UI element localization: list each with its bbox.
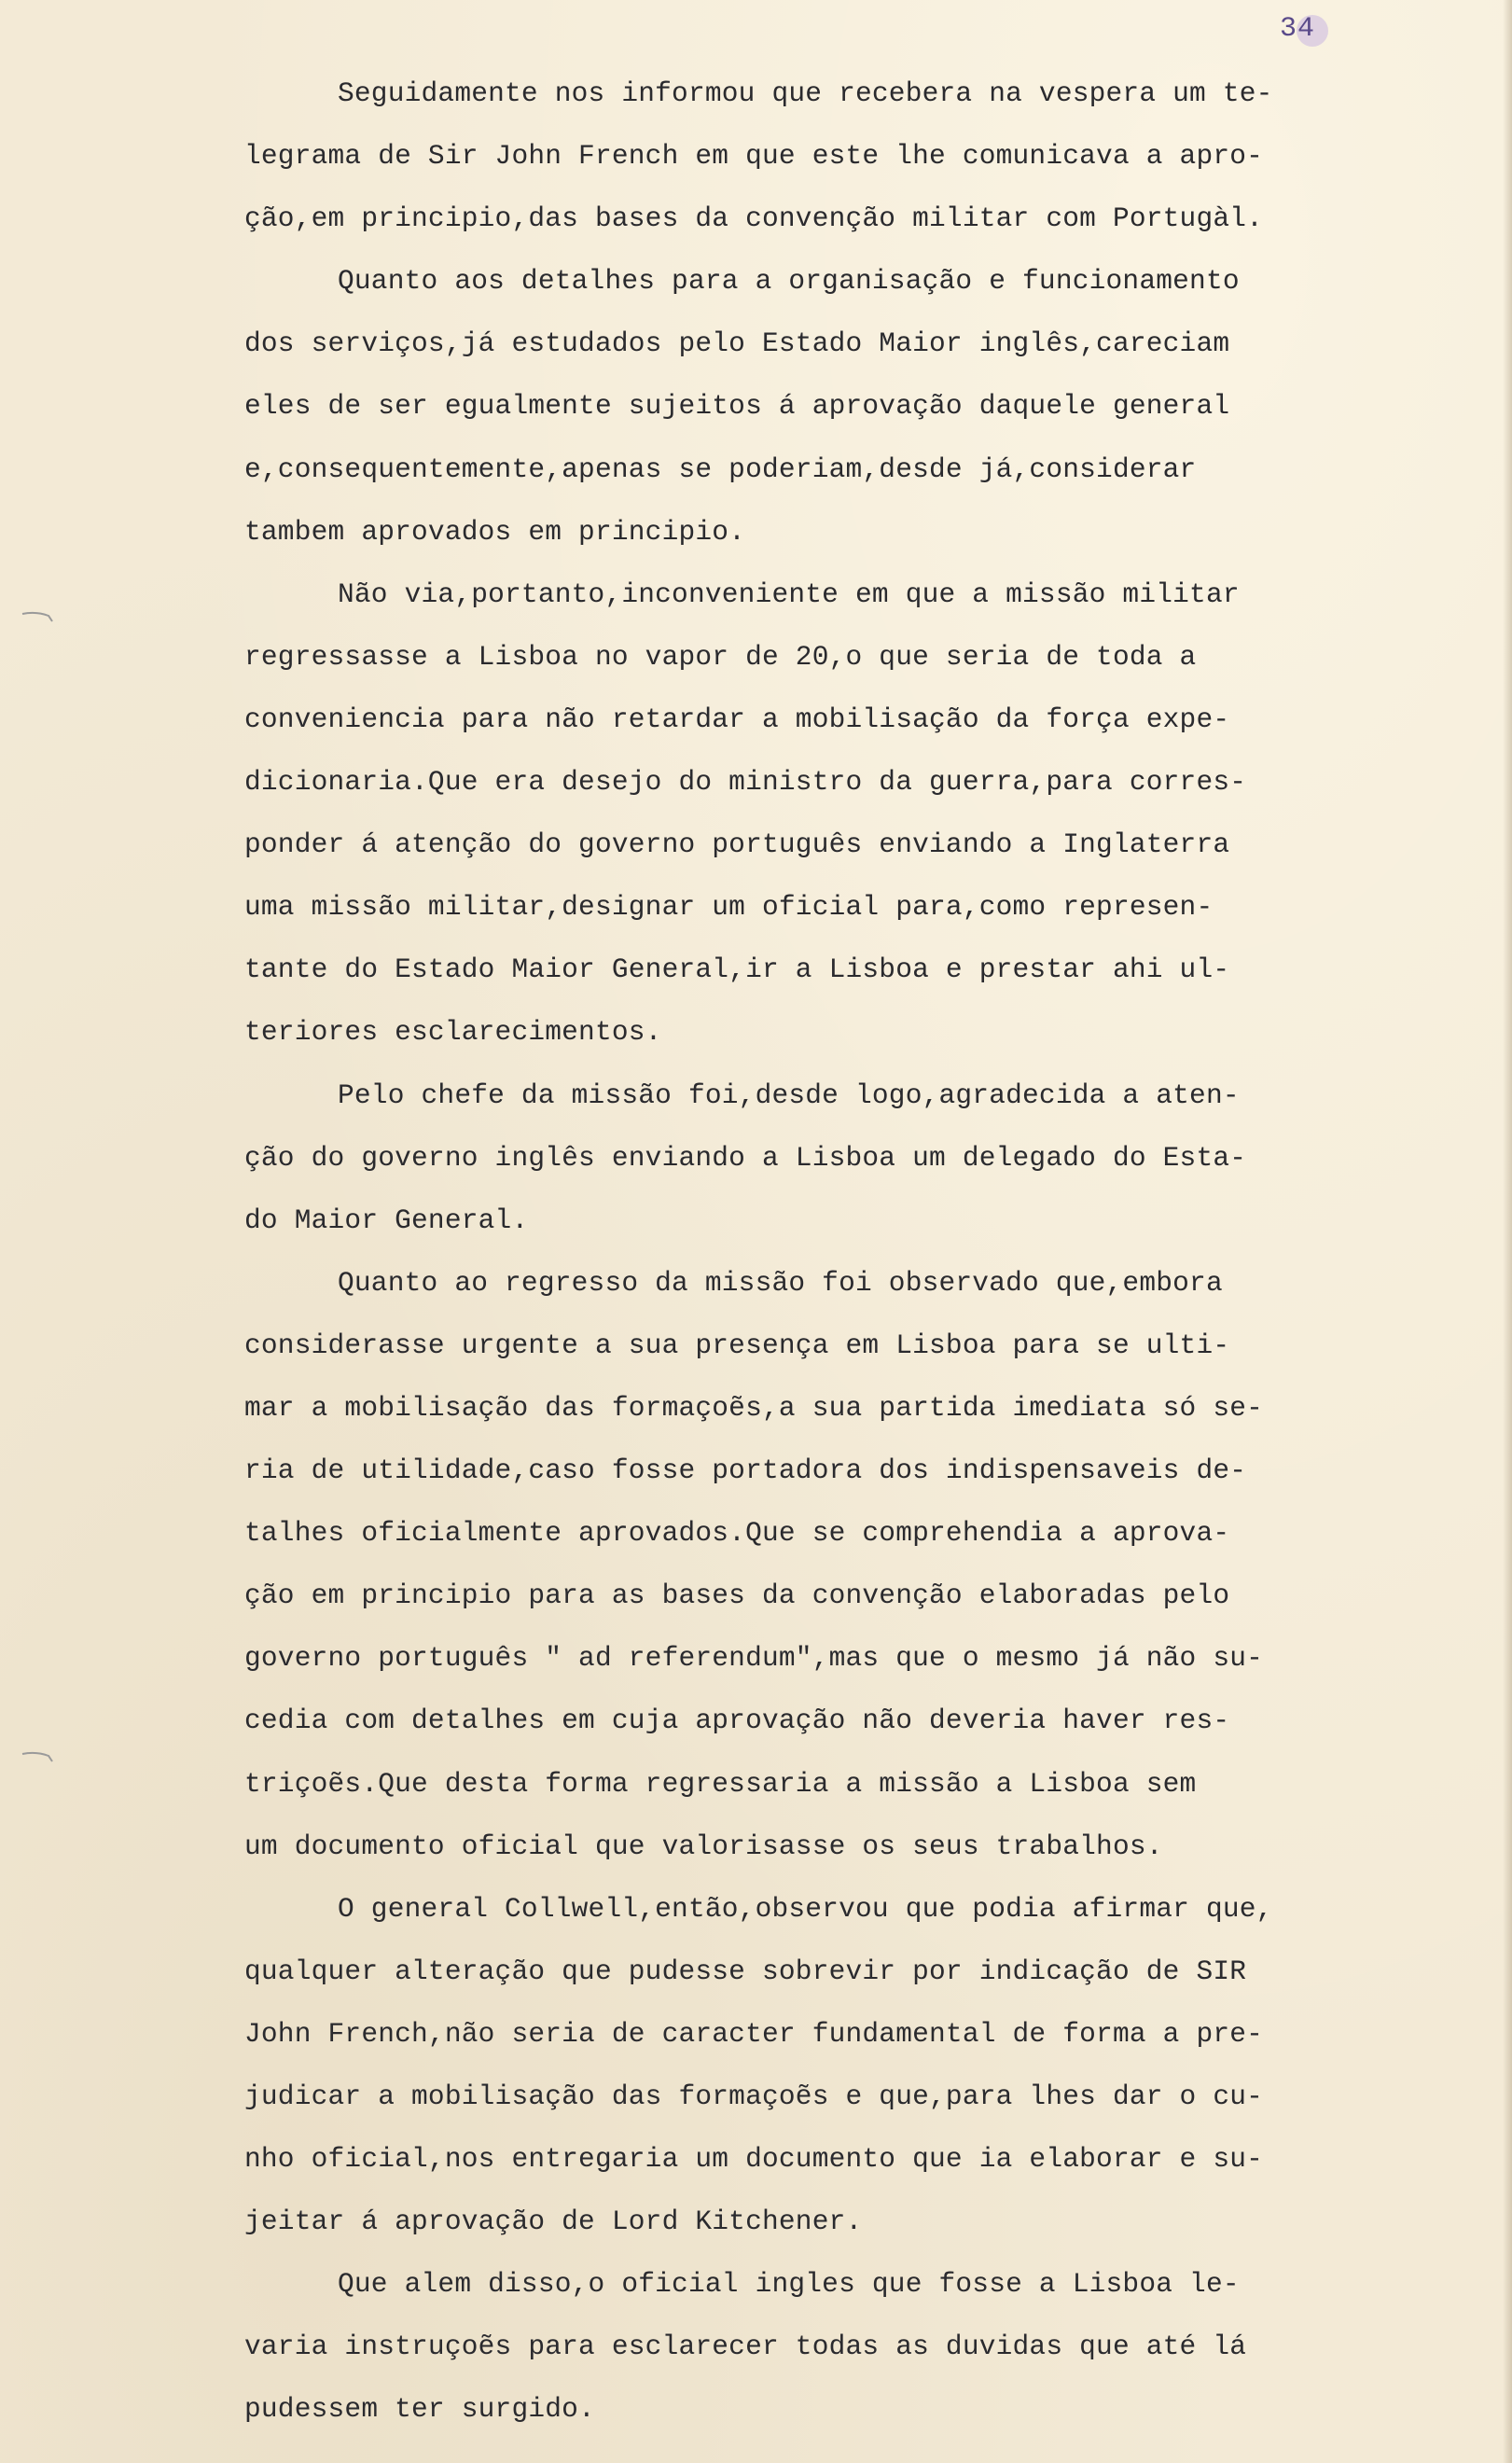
text-line: teriores esclarecimentos. [244,1016,662,1049]
text-line: Quanto ao regresso da missão foi observado que,embora [338,1266,1223,1299]
text-line: tambem aprovados em principio. [244,515,746,548]
text-line: legrama de Sir John French em que este lhe comunicava a apro- [244,140,1264,173]
text-line: do Maior General. [244,1204,529,1236]
text-line: ria de utilidade,caso fosse portadora dos indispensaveis de- [244,1454,1247,1487]
text-line: varia instruçoẽs para esclarecer todas as duvidas que até lá [244,2331,1247,2363]
text-line: jeitar á aprovação de Lord Kitchener. [244,2206,863,2238]
text-line: pudessem ter surgido. [244,2393,595,2426]
text-line: uma missão militar,designar um oficial para,como represen- [244,891,1214,924]
text-line: governo português " ad referendum",mas que o mesmo já não su- [244,1642,1264,1675]
text-line: judicar a mobilisação das formaçoẽs e que,para lhes dar o cu- [244,2080,1264,2112]
text-line: ção,em principio,das bases da convenção militar com Portugàl. [244,202,1264,235]
text-line: Que alem disso,o oficial ingles que fosse a Lisboa le- [338,2268,1240,2301]
text-line: nho oficial,nos entregaria um documento que ia elaborar e su- [244,2143,1264,2176]
margin-pencil-mark [21,1750,56,1761]
text-line: cedia com detalhes em cuja aprovação não deveria haver res- [244,1705,1230,1737]
text-line: um documento oficial que valorisasse os seus trabalhos. [244,1830,1163,1862]
text-line: ponder á atenção do governo português enviando a Inglaterra [244,828,1230,861]
page-edge-shadow [1503,0,1512,2463]
text-line: John French,não seria de caracter fundamental de forma a pre- [244,2017,1264,2050]
text-line: qualquer alteração que pudesse sobrevir por indicação de SIR [244,1955,1247,1987]
text-line: ção do governo inglês enviando a Lisboa um delegado do Esta- [244,1141,1247,1174]
text-line: Seguidamente nos informou que recebera na vespera um te- [338,77,1273,109]
text-line: triçoẽs.Que desta forma regressaria a missão a Lisboa sem [244,1767,1197,1800]
text-line: regressasse a Lisboa no vapor de 20,o que seria de toda a [244,640,1197,673]
page-number: 34 [1280,13,1316,45]
text-line: O general Collwell,então,observou que podia afirmar que, [338,1892,1273,1925]
text-line: Pelo chefe da missão foi,desde logo,agradecida a aten- [338,1078,1240,1111]
text-line: dicionaria.Que era desejo do ministro da guerra,para corres- [244,766,1247,799]
text-line: Não via,portanto,inconveniente em que a missão militar [338,577,1240,610]
text-line: talhes oficialmente aprovados.Que se comprehendia a aprova- [244,1517,1230,1550]
typewritten-body [244,71,1392,2450]
text-line: mar a mobilisação das formaçoẽs,a sua partida imediata só se- [244,1391,1264,1424]
text-line: considerasse urgente a sua presença em Lisboa para se ulti- [244,1329,1230,1361]
margin-pencil-mark [21,610,56,621]
text-line: eles de ser egualmente sujeitos á aprovação daquele general [244,390,1230,423]
text-line: ção em principio para as bases da convenção elaboradas pelo [244,1579,1230,1612]
text-line: tante do Estado Maior General,ir a Lisboa e prestar ahi ul- [244,953,1230,986]
text-line: Quanto aos detalhes para a organisação e funcionamento [338,265,1240,298]
text-line: e,consequentemente,apenas se poderiam,desde já,considerar [244,452,1197,485]
text-line: conveniencia para não retardar a mobilisação da força expe- [244,703,1230,735]
text-line: dos serviços,já estudados pelo Estado Maior inglês,careciam [244,327,1230,360]
